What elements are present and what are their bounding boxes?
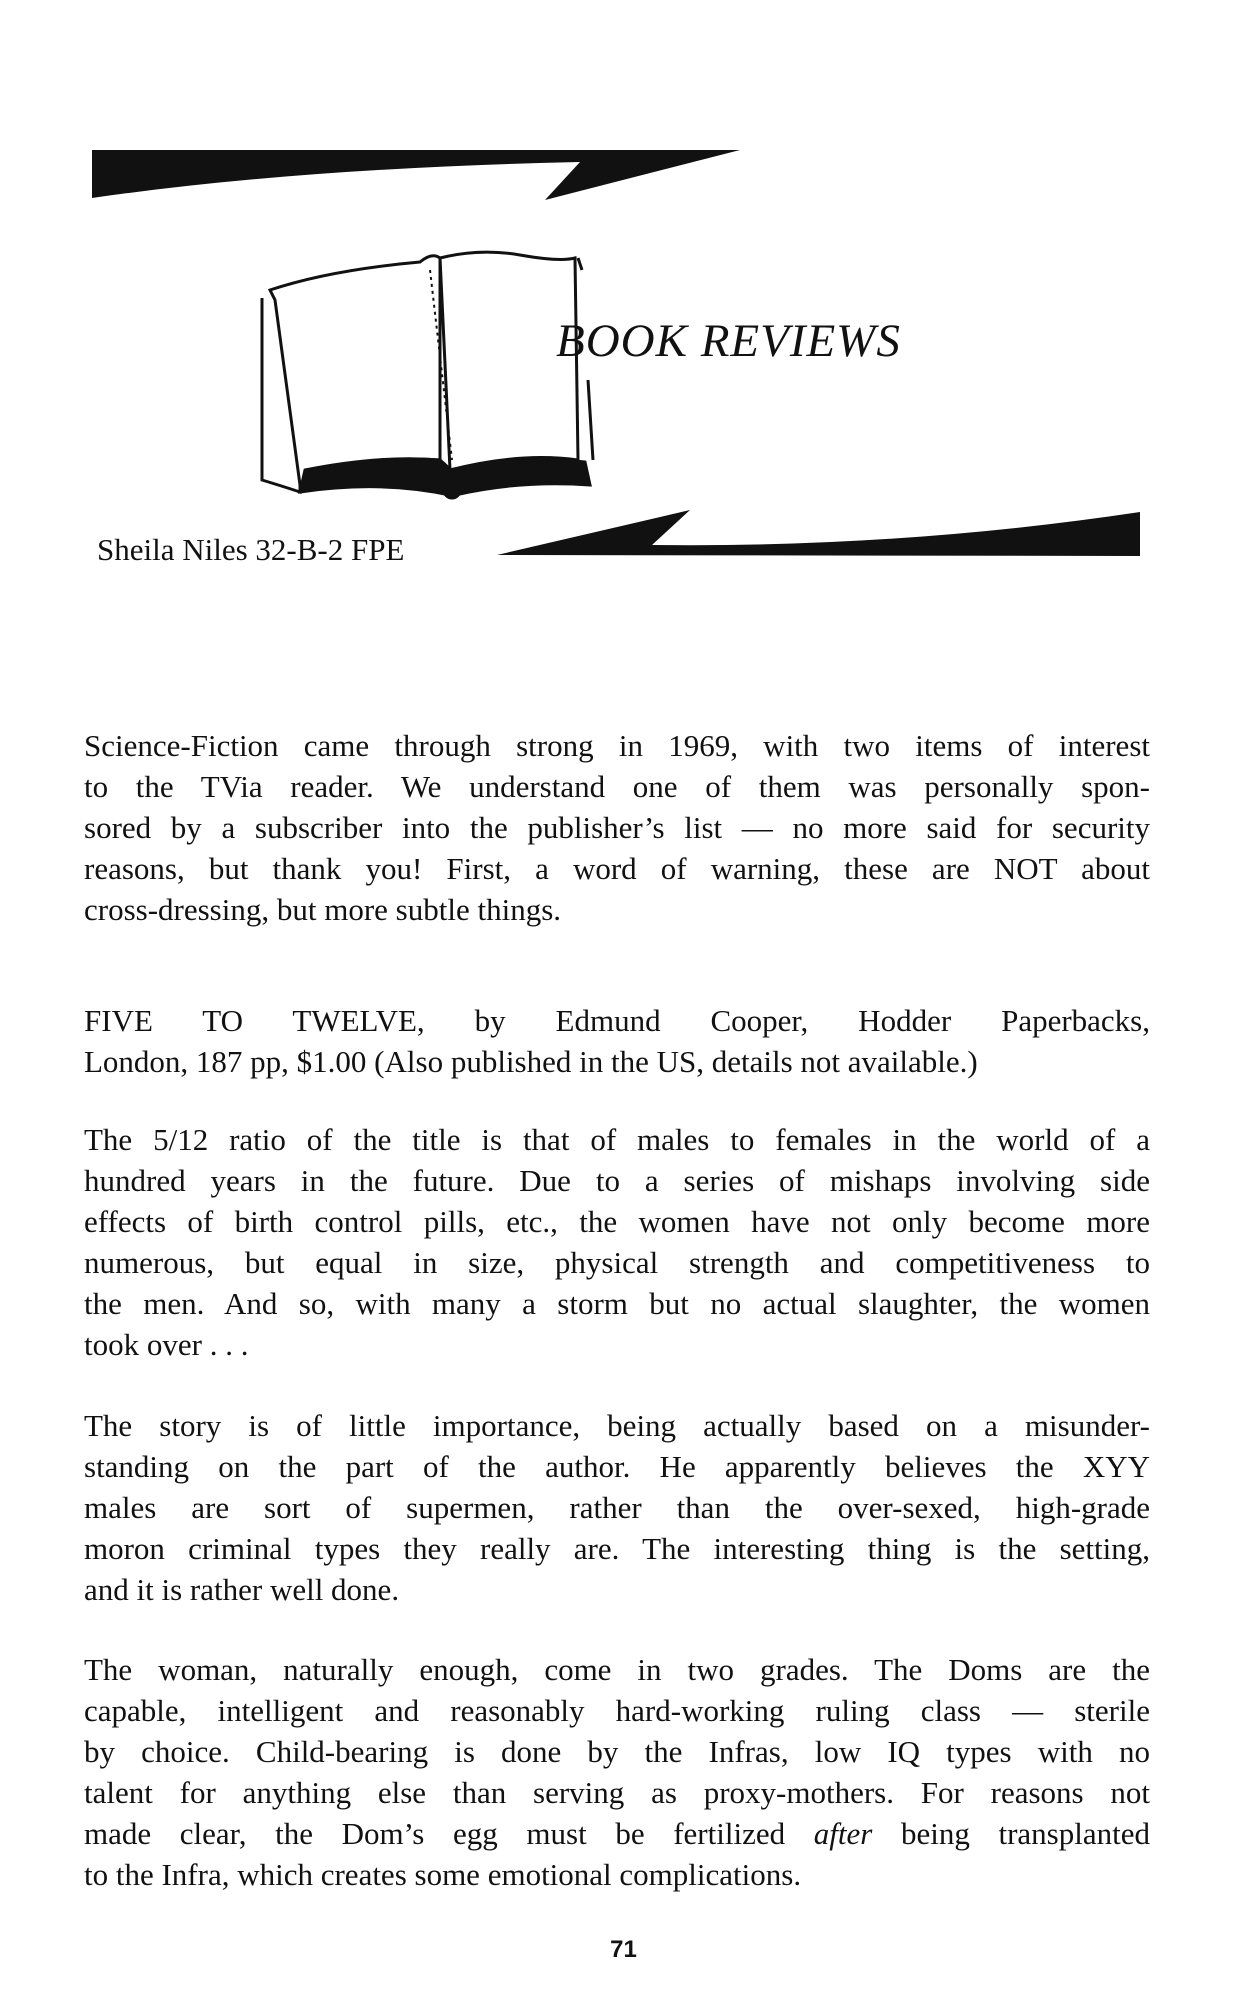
header-artwork	[0, 0, 1247, 620]
text-line: sored by a subscriber into the publisher’s list — no more said for security	[84, 810, 1150, 845]
section-title: BOOK REVIEWS	[556, 315, 901, 367]
top-swoosh-bar	[92, 150, 740, 200]
text-line: talent for anything else than serving as proxy-mothers. For reasons not	[84, 1775, 1150, 1810]
text-line: and it is rather well done.	[84, 1572, 400, 1607]
text-line: capable, intelligent and reasonably hard-working ruling class — sterile	[84, 1693, 1150, 1728]
author-byline: Sheila Niles 32-B-2 FPE	[97, 532, 405, 567]
text-line: by choice. Child-bearing is done by the Infras, low IQ types with no	[84, 1734, 1150, 1769]
text-line: effects of birth control pills, etc., the women have not only become more	[84, 1204, 1150, 1239]
text-line: numerous, but equal in size, physical strength and competitiveness to	[84, 1245, 1150, 1280]
text-line: took over . . .	[84, 1327, 249, 1362]
open-book-icon	[262, 252, 593, 498]
text-line: standing on the part of the author. He apparently believes the XYY	[84, 1449, 1150, 1484]
body-paragraph	[84, 1649, 1150, 1895]
page-number: 71	[610, 1936, 637, 1963]
text-line: The story is of little importance, being actually based on a misunder-	[84, 1408, 1150, 1443]
body-paragraph	[84, 725, 1150, 930]
text-line: FIVE TO TWELVE, by Edmund Cooper, Hodder Paperbacks,	[84, 1003, 1150, 1038]
text-line: The woman, naturally enough, come in two grades. The Doms are the	[84, 1652, 1150, 1687]
text-line: hundred years in the future. Due to a series of mishaps involving side	[84, 1163, 1150, 1198]
text-line: to the TVia reader. We understand one of them was personally spon-	[84, 769, 1150, 804]
text-line: the men. And so, with many a storm but no actual slaughter, the women	[84, 1286, 1150, 1321]
text-line: to the Infra, which creates some emotional complications.	[84, 1857, 802, 1892]
text-line: cross-dressing, but more subtle things.	[84, 892, 562, 927]
text-line: The 5/12 ratio of the title is that of males to females in the world of a	[84, 1122, 1150, 1157]
text-line: Science-Fiction came through strong in 1969, with two items of interest	[84, 728, 1150, 763]
text-line: reasons, but thank you! First, a word of warning, these are NOT about	[84, 851, 1150, 886]
book-citation	[84, 1000, 1150, 1082]
text-line: made clear, the Dom’s egg must be fertilized after being transplanted	[84, 1816, 1150, 1851]
text-line: males are sort of supermen, rather than the over-sexed, high-grade	[84, 1490, 1150, 1525]
text-line: London, 187 pp, $1.00 (Also published in the US, details not available.)	[84, 1044, 978, 1079]
body-paragraph	[84, 1405, 1150, 1610]
body-paragraph	[84, 1119, 1150, 1365]
text-line: moron criminal types they really are. The interesting thing is the setting,	[84, 1531, 1150, 1566]
bottom-swoosh-bar	[497, 510, 1140, 556]
